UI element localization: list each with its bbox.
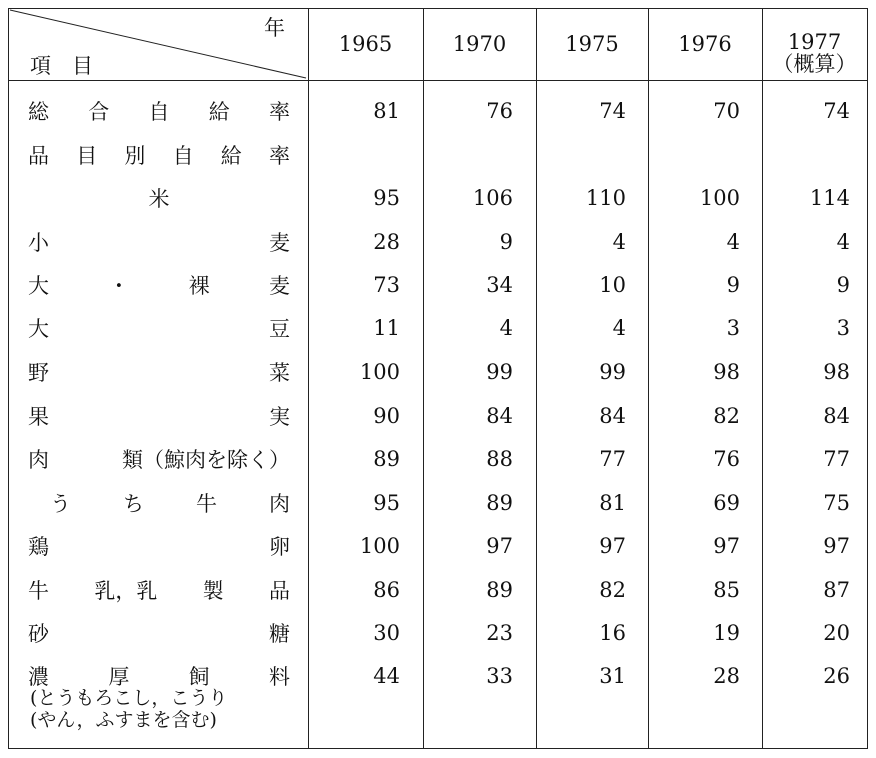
table-right-border bbox=[867, 8, 868, 749]
cell-value: 81 bbox=[599, 491, 626, 515]
row-label-part: 率 bbox=[269, 100, 290, 124]
row-label-part: う bbox=[50, 492, 71, 516]
cell-value: 9 bbox=[836, 273, 850, 297]
row-label-part: 乳，乳 bbox=[94, 579, 158, 603]
cell-value: 11 bbox=[373, 316, 400, 340]
row-label-part: 大 bbox=[28, 274, 49, 298]
row-label-part: 実 bbox=[269, 405, 290, 429]
row-label bbox=[28, 402, 290, 430]
footnote-line: (やん，ふすまを含む) bbox=[30, 709, 217, 731]
cell-value: 26 bbox=[823, 664, 850, 688]
row-label-part: 給 bbox=[208, 100, 230, 124]
header-bottom-border bbox=[8, 80, 868, 81]
cell-value: 82 bbox=[713, 404, 740, 428]
row-label-part: 品 bbox=[268, 579, 290, 603]
row-label-part: 米 bbox=[148, 187, 170, 211]
row-label bbox=[28, 97, 290, 125]
cell-value: 4 bbox=[612, 316, 626, 340]
cell-value: 19 bbox=[713, 621, 740, 645]
corner-item-label: 項 目 bbox=[30, 54, 93, 78]
cell-value: 114 bbox=[809, 186, 850, 210]
row-label-part: 自 bbox=[172, 144, 194, 168]
cell-value: 84 bbox=[486, 404, 513, 428]
cell-value: 100 bbox=[699, 186, 740, 210]
row-label-part: 豆 bbox=[269, 317, 290, 341]
cell-value: 97 bbox=[823, 534, 850, 558]
cell-value: 28 bbox=[373, 230, 400, 254]
cell-value: 9 bbox=[726, 273, 740, 297]
row-label-part: 厚 bbox=[108, 665, 130, 689]
cell-value: 74 bbox=[599, 99, 626, 123]
row-label bbox=[28, 576, 290, 604]
cell-value: 74 bbox=[823, 99, 850, 123]
cell-value: 44 bbox=[373, 664, 400, 688]
row-label-part: 砂 bbox=[28, 622, 49, 646]
row-label-part: 類（鯨肉を除く） bbox=[122, 448, 290, 472]
row-label-part: 野 bbox=[28, 361, 49, 385]
year-header-1970: 1970 bbox=[452, 32, 507, 56]
cell-value: 30 bbox=[373, 621, 400, 645]
cell-value: 76 bbox=[486, 99, 513, 123]
cell-value: 73 bbox=[373, 273, 400, 297]
cell-value: 100 bbox=[359, 360, 400, 384]
cell-value: 4 bbox=[612, 230, 626, 254]
cell-value: 89 bbox=[486, 491, 513, 515]
corner-year-label: 年 bbox=[264, 16, 285, 40]
row-label bbox=[28, 271, 290, 299]
cell-value: 81 bbox=[373, 99, 400, 123]
cell-value: 89 bbox=[486, 578, 513, 602]
cell-value: 69 bbox=[713, 491, 740, 515]
cell-value: 4 bbox=[499, 316, 513, 340]
cell-value: 84 bbox=[599, 404, 626, 428]
row-label bbox=[28, 532, 290, 560]
cell-value: 20 bbox=[823, 621, 850, 645]
row-label-part: 料 bbox=[268, 665, 290, 689]
row-label-part: 牛 bbox=[28, 579, 49, 603]
row-label-part: 自 bbox=[148, 100, 170, 124]
cell-value: 75 bbox=[823, 491, 850, 515]
row-label-part: 飼 bbox=[188, 665, 210, 689]
row-label-part: 品 bbox=[28, 144, 49, 168]
cell-value: 28 bbox=[713, 664, 740, 688]
cell-value: 100 bbox=[359, 534, 400, 558]
cell-value: 90 bbox=[373, 404, 400, 428]
year-header-1965: 1965 bbox=[338, 32, 393, 56]
cell-value: 3 bbox=[726, 316, 740, 340]
row-label-part: 肉 bbox=[269, 492, 290, 516]
row-label-part: 果 bbox=[28, 405, 49, 429]
cell-value: 88 bbox=[486, 447, 513, 471]
cell-value: 82 bbox=[599, 578, 626, 602]
row-label bbox=[28, 184, 290, 212]
cell-value: 98 bbox=[713, 360, 740, 384]
cell-value: 23 bbox=[486, 621, 513, 645]
row-label bbox=[50, 489, 290, 517]
cell-value: 99 bbox=[486, 360, 513, 384]
row-label bbox=[28, 662, 290, 690]
cell-value: 77 bbox=[823, 447, 850, 471]
cell-value: 85 bbox=[713, 578, 740, 602]
cell-value: 9 bbox=[499, 230, 513, 254]
row-label bbox=[28, 445, 290, 473]
row-label-part: 裸 bbox=[188, 274, 210, 298]
cell-value: 87 bbox=[823, 578, 850, 602]
cell-value: 33 bbox=[486, 664, 513, 688]
row-label-part: ・ bbox=[108, 274, 130, 298]
row-label-part: 製 bbox=[202, 579, 224, 603]
cell-value: 4 bbox=[836, 230, 850, 254]
row-label-part: ち bbox=[123, 492, 144, 516]
row-label-part: 糖 bbox=[269, 622, 290, 646]
cell-value: 110 bbox=[585, 186, 626, 210]
row-label bbox=[28, 228, 290, 256]
cell-value: 97 bbox=[599, 534, 626, 558]
row-label-part: 鶏 bbox=[28, 535, 49, 559]
cell-value: 77 bbox=[599, 447, 626, 471]
cell-value: 76 bbox=[713, 447, 740, 471]
row-label-part: 肉 bbox=[28, 448, 49, 472]
year-header-1975: 1975 bbox=[565, 32, 619, 56]
cell-value: 98 bbox=[823, 360, 850, 384]
row-label-part: 別 bbox=[124, 144, 146, 168]
cell-value: 99 bbox=[599, 360, 626, 384]
year-header-1977: 1977 bbox=[787, 30, 842, 54]
row-label-part: 牛 bbox=[196, 492, 217, 516]
cell-value: 34 bbox=[486, 273, 513, 297]
row-label-part: 麦 bbox=[268, 274, 290, 298]
cell-value: 86 bbox=[373, 578, 400, 602]
row-label-part: 大 bbox=[28, 317, 49, 341]
table-left-border bbox=[8, 8, 9, 749]
cell-value: 89 bbox=[373, 447, 400, 471]
row-label bbox=[28, 358, 290, 386]
row-label bbox=[28, 141, 290, 169]
cell-value: 31 bbox=[599, 664, 626, 688]
table-bottom-border bbox=[8, 748, 868, 749]
row-label-part: 目 bbox=[76, 144, 98, 168]
row-label-part: 率 bbox=[268, 144, 290, 168]
cell-value: 84 bbox=[823, 404, 850, 428]
cell-value: 95 bbox=[373, 491, 400, 515]
row-label-part: 濃 bbox=[28, 665, 49, 689]
cell-value: 10 bbox=[599, 273, 626, 297]
row-label bbox=[28, 619, 290, 647]
cell-value: 3 bbox=[836, 316, 850, 340]
row-label-part: 小 bbox=[28, 231, 49, 255]
cell-value: 4 bbox=[726, 230, 740, 254]
cell-value: 70 bbox=[713, 99, 740, 123]
row-label-part: 総 bbox=[28, 100, 49, 124]
year-header-1976: 1976 bbox=[678, 32, 732, 56]
cell-value: 97 bbox=[713, 534, 740, 558]
row-label-part: 合 bbox=[88, 100, 110, 124]
row-label-part: 給 bbox=[220, 144, 242, 168]
cell-value: 97 bbox=[486, 534, 513, 558]
row-label bbox=[28, 314, 290, 342]
row-label-part: 卵 bbox=[269, 535, 290, 559]
cell-value: 95 bbox=[373, 186, 400, 210]
row-label-part: 菜 bbox=[269, 361, 290, 385]
cell-value: 106 bbox=[472, 186, 513, 210]
cell-value: 16 bbox=[599, 621, 626, 645]
row-label-part: 麦 bbox=[269, 231, 290, 255]
footnote-line: (とうもろこし，こうり bbox=[30, 687, 228, 709]
year-header-estimate-note: （概算） bbox=[772, 52, 857, 76]
